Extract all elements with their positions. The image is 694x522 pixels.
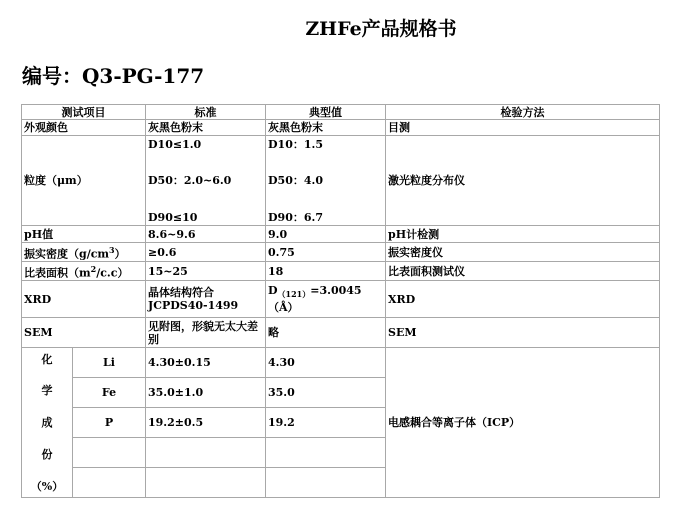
- typical-value: [266, 136, 386, 226]
- standard-value: ≥0.6: [146, 243, 266, 262]
- typical-value: 灰黑色粉末: [266, 120, 386, 136]
- standard-value: 35.0±1.0: [146, 378, 266, 408]
- typical-value: 0.75: [266, 243, 386, 262]
- d10-typical: D10：1.5: [268, 137, 323, 151]
- row-label: 振实密度$(g/cm^3)$: [22, 243, 146, 262]
- table-row: [22, 120, 660, 136]
- standard-value: 8.6~9.6: [146, 226, 266, 243]
- method-value: 目测: [386, 120, 660, 136]
- d90-standard: D90≤10: [148, 210, 198, 224]
- standard-value: 晶体结构符合JCPDS40-1499: [146, 281, 266, 318]
- standard-value: [146, 438, 266, 468]
- header-typical: 典型值: [266, 105, 386, 120]
- method-value: pH计检测: [386, 226, 660, 243]
- standard-value: 15~25: [146, 262, 266, 281]
- typical-value: [266, 468, 386, 498]
- row-label: SEM: [22, 318, 146, 348]
- row-label: 外观颜色: [22, 120, 146, 136]
- document-code: 编号：Q3-PG-177: [22, 64, 205, 88]
- row-label: pH值: [22, 226, 146, 243]
- header-test-item: 测试项目: [22, 105, 146, 120]
- d10-standard: D10≤1.0: [148, 137, 202, 151]
- d50-typical: D50：4.0: [268, 174, 323, 187]
- method-value: 振实密度仪: [386, 243, 660, 262]
- chemical-label: 化 学 成 份 （%）: [22, 348, 73, 498]
- method-value: SEM: [386, 318, 660, 348]
- document-title: ZHFe产品规格书: [305, 18, 457, 40]
- element-label: Fe: [73, 378, 146, 408]
- table-row: [22, 318, 660, 348]
- d50-standard: D50：2.0~6.0: [148, 174, 232, 187]
- row-label: 粒度（μm）: [22, 136, 146, 226]
- standard-value: [146, 468, 266, 498]
- element-label: [73, 468, 146, 498]
- typical-value: 19.2: [266, 408, 386, 438]
- standard-value: 灰黑色粉末: [146, 120, 266, 136]
- table-row: [22, 348, 660, 378]
- standard-value: 19.2±0.5: [146, 408, 266, 438]
- standard-value: [146, 136, 266, 226]
- method-value: 比表面积测试仪: [386, 262, 660, 281]
- table-row: [22, 226, 660, 243]
- table-row: [22, 136, 660, 226]
- spec-table: [21, 104, 660, 498]
- standard-value: 4.30±0.15: [146, 348, 266, 378]
- typical-value: $D_{(121)}=3.0045$ （Å）: [266, 281, 386, 318]
- row-label: 比表面积$(m^2/c.c)$: [22, 262, 146, 281]
- header-method: 检验方法: [386, 105, 660, 120]
- method-value: 电感耦合等离子体（ICP）: [386, 348, 660, 498]
- typical-value: [266, 438, 386, 468]
- typical-value: 4.30: [266, 348, 386, 378]
- header-standard: 标准: [146, 105, 266, 120]
- typical-value: 略: [266, 318, 386, 348]
- row-label: XRD: [22, 281, 146, 318]
- table-row: [22, 281, 660, 318]
- typical-value: 35.0: [266, 378, 386, 408]
- method-value: 激光粒度分布仪: [386, 136, 660, 226]
- element-label: [73, 438, 146, 468]
- element-label: Li: [73, 348, 146, 378]
- d90-typical: D90：6.7: [268, 210, 323, 224]
- typical-value: 18: [266, 262, 386, 281]
- element-label: P: [73, 408, 146, 438]
- header-row: [22, 105, 660, 120]
- table-row: [22, 243, 660, 262]
- typical-value: 9.0: [266, 226, 386, 243]
- standard-value: 见附图，形貌无太大差别: [146, 318, 266, 348]
- method-value: XRD: [386, 281, 660, 318]
- table-row: [22, 262, 660, 281]
